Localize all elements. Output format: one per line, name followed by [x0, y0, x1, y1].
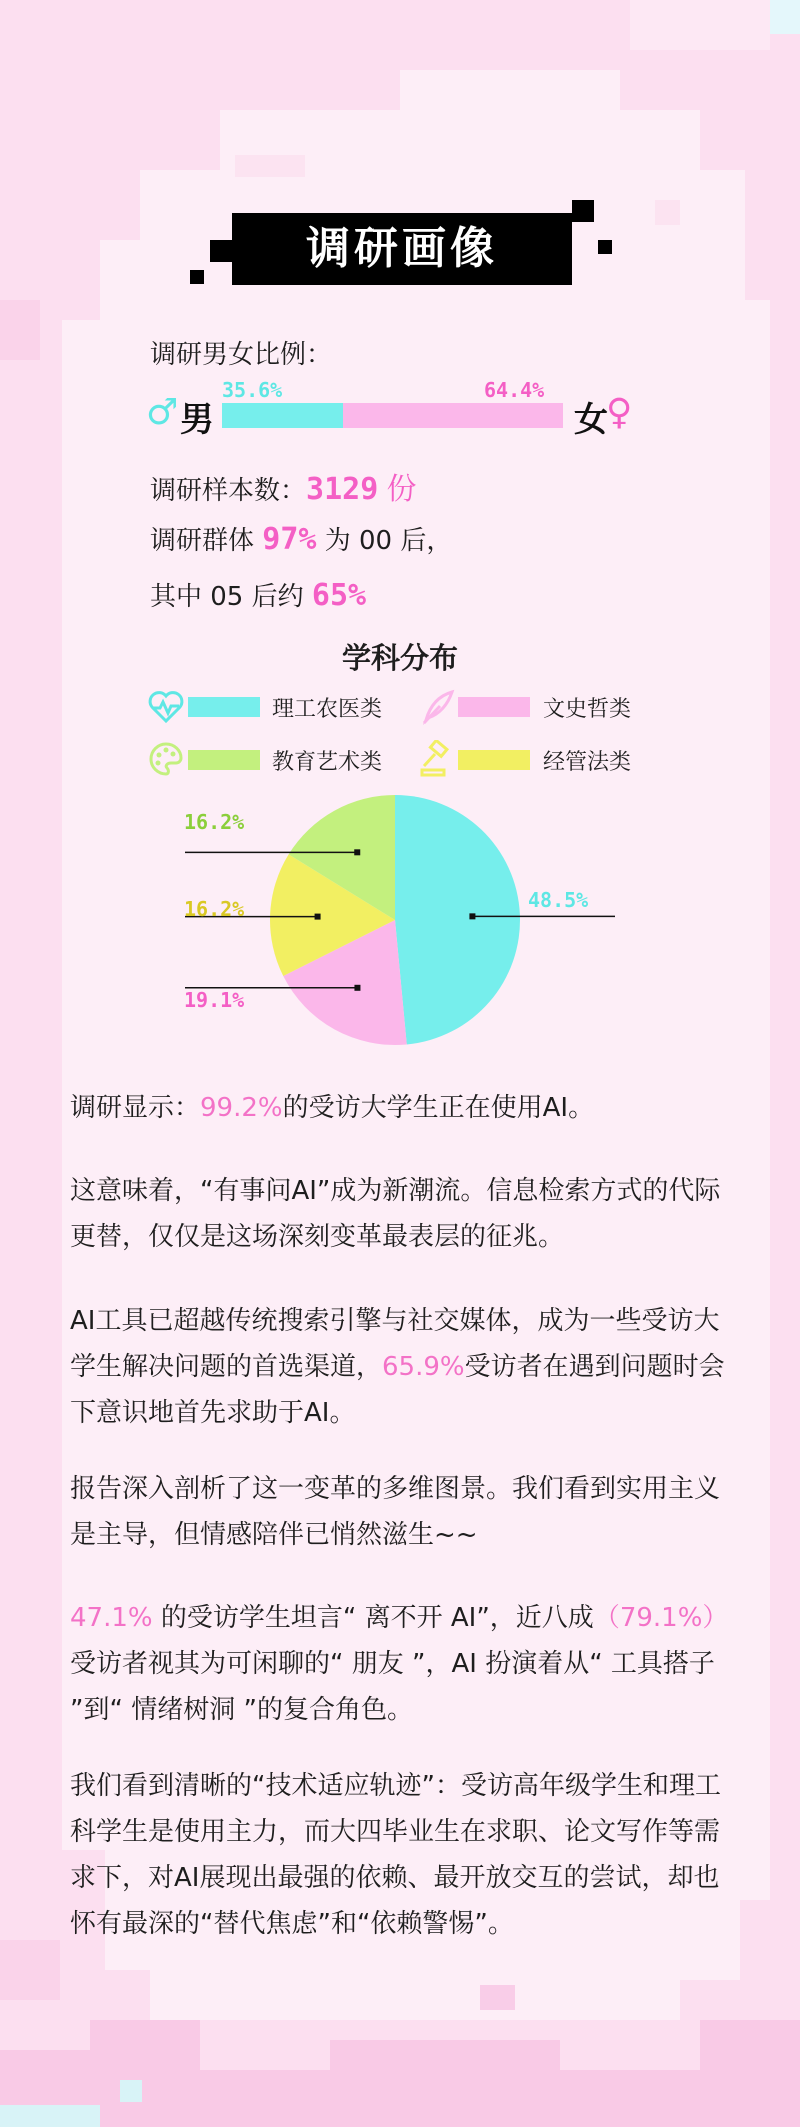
- pie-slice-stem: [395, 795, 520, 1044]
- legend-label-stem: 理工农医类: [272, 697, 383, 722]
- pie-leader-dot: [354, 849, 360, 855]
- paragraph-trend: 这意味着，“有事问AI”成为新潮流。信息检索方式的代际更替，仅仅是这场深刻变革最表层的征兆。: [70, 1176, 721, 1252]
- paragraph-text: 受访者在遇到问题时会下意识地首先求助于AI。: [70, 1352, 725, 1428]
- sample-count-unit: 份: [386, 472, 417, 507]
- pixel-decoration: [598, 240, 612, 254]
- pie-leader-dot: [315, 914, 321, 920]
- paragraph-text: 的受访学生坦言“ 离不开 AI”，近八成: [152, 1603, 594, 1633]
- title-banner: [232, 213, 572, 285]
- quill-pen-icon: [418, 688, 456, 726]
- group-row: [150, 520, 452, 557]
- legend-label-business-law: 经管法类: [543, 750, 632, 775]
- highlight-value: 47.1%: [70, 1603, 153, 1633]
- male-percent: 35.6%: [222, 378, 283, 402]
- gavel-icon: [418, 740, 456, 778]
- paragraph-text: AI工具已超越传统搜索引擎与社交媒体，成为一些受访大学生解决问题的首选渠道，: [70, 1306, 720, 1382]
- male-ratio-bar: [222, 403, 343, 428]
- pixel-decoration: [210, 240, 232, 262]
- legend-swatch-education-arts: [188, 750, 260, 770]
- sample-count-row: [150, 464, 417, 508]
- female-ratio-bar: [343, 403, 563, 428]
- sub-group-value: 65%: [311, 578, 367, 613]
- paragraph-emotion: [70, 1595, 740, 1733]
- page-title: 调研画像: [306, 223, 498, 274]
- paragraph-report: 报告深入剖析了这一变革的多维图景。我们看到实用主义是主导，但情感陪伴已悄然滋生~~: [70, 1474, 721, 1550]
- pie-label-humanities: 19.1%: [184, 988, 245, 1012]
- paragraph-text: 受访者视其为可闲聊的“ 朋友 ”，AI 扮演着从“ 工具搭子 ”到“ 情绪树洞 ”的复合角色。: [70, 1649, 715, 1725]
- heartbeat-icon: [147, 688, 185, 726]
- group-suffix: 为 00 后，: [324, 526, 453, 556]
- female-percent: 64.4%: [484, 378, 545, 402]
- paragraph-trajectory: 我们看到清晰的“技术适应轨迹”：受访高年级学生和理工科学生是使用主力，而大四毕业生在求职、论文写作等需求下，对AI展现出最强的依赖、最开放交互的尝试，却也怀有最深的“替代焦虑”和“依赖警惕”。: [70, 1771, 721, 1939]
- sample-count-label: 调研样本数：: [150, 476, 307, 506]
- legend-label-humanities: 文史哲类: [543, 697, 632, 722]
- gender-ratio-label: 调研男女比例：: [150, 340, 333, 370]
- paragraph-text: 的受访大学生正在使用AI。: [282, 1093, 595, 1123]
- palette-icon: [147, 740, 185, 778]
- pie-label-stem: 48.5%: [528, 888, 589, 912]
- highlight-value: 65.9%: [382, 1352, 465, 1382]
- pie-leader-dot: [354, 985, 360, 991]
- highlight-value: 99.2%: [200, 1093, 283, 1123]
- pie-leader-dot: [469, 913, 475, 919]
- subject-chart-title: 学科分布: [341, 641, 458, 675]
- legend-swatch-business-law: [458, 750, 530, 770]
- paragraph-usage: [70, 1085, 740, 1131]
- legend-label-education-arts: 教育艺术类: [272, 750, 383, 775]
- sub-group-prefix: 其中 05 后约: [150, 582, 304, 612]
- group-prefix: 调研群体: [150, 526, 255, 556]
- female-label: 女: [574, 400, 608, 440]
- pie-label-education-arts: 16.2%: [184, 810, 245, 834]
- group-value: 97%: [262, 522, 317, 557]
- paragraph-text: 调研显示：: [70, 1093, 201, 1123]
- highlight-value: （79.1%）: [593, 1603, 729, 1633]
- sub-group-row: [150, 576, 366, 613]
- legend-swatch-stem: [188, 697, 260, 717]
- paragraph-channel: [70, 1298, 740, 1436]
- pixel-decoration: [572, 200, 594, 222]
- legend-swatch-humanities: [458, 697, 530, 717]
- sample-count-value: 3129: [306, 472, 379, 507]
- female-symbol-icon: ♀: [606, 392, 633, 433]
- pie-label-business-law: 16.2%: [184, 897, 245, 921]
- male-label: 男: [180, 400, 214, 440]
- pixel-decoration: [190, 270, 204, 284]
- male-symbol-icon: ♂: [146, 392, 179, 433]
